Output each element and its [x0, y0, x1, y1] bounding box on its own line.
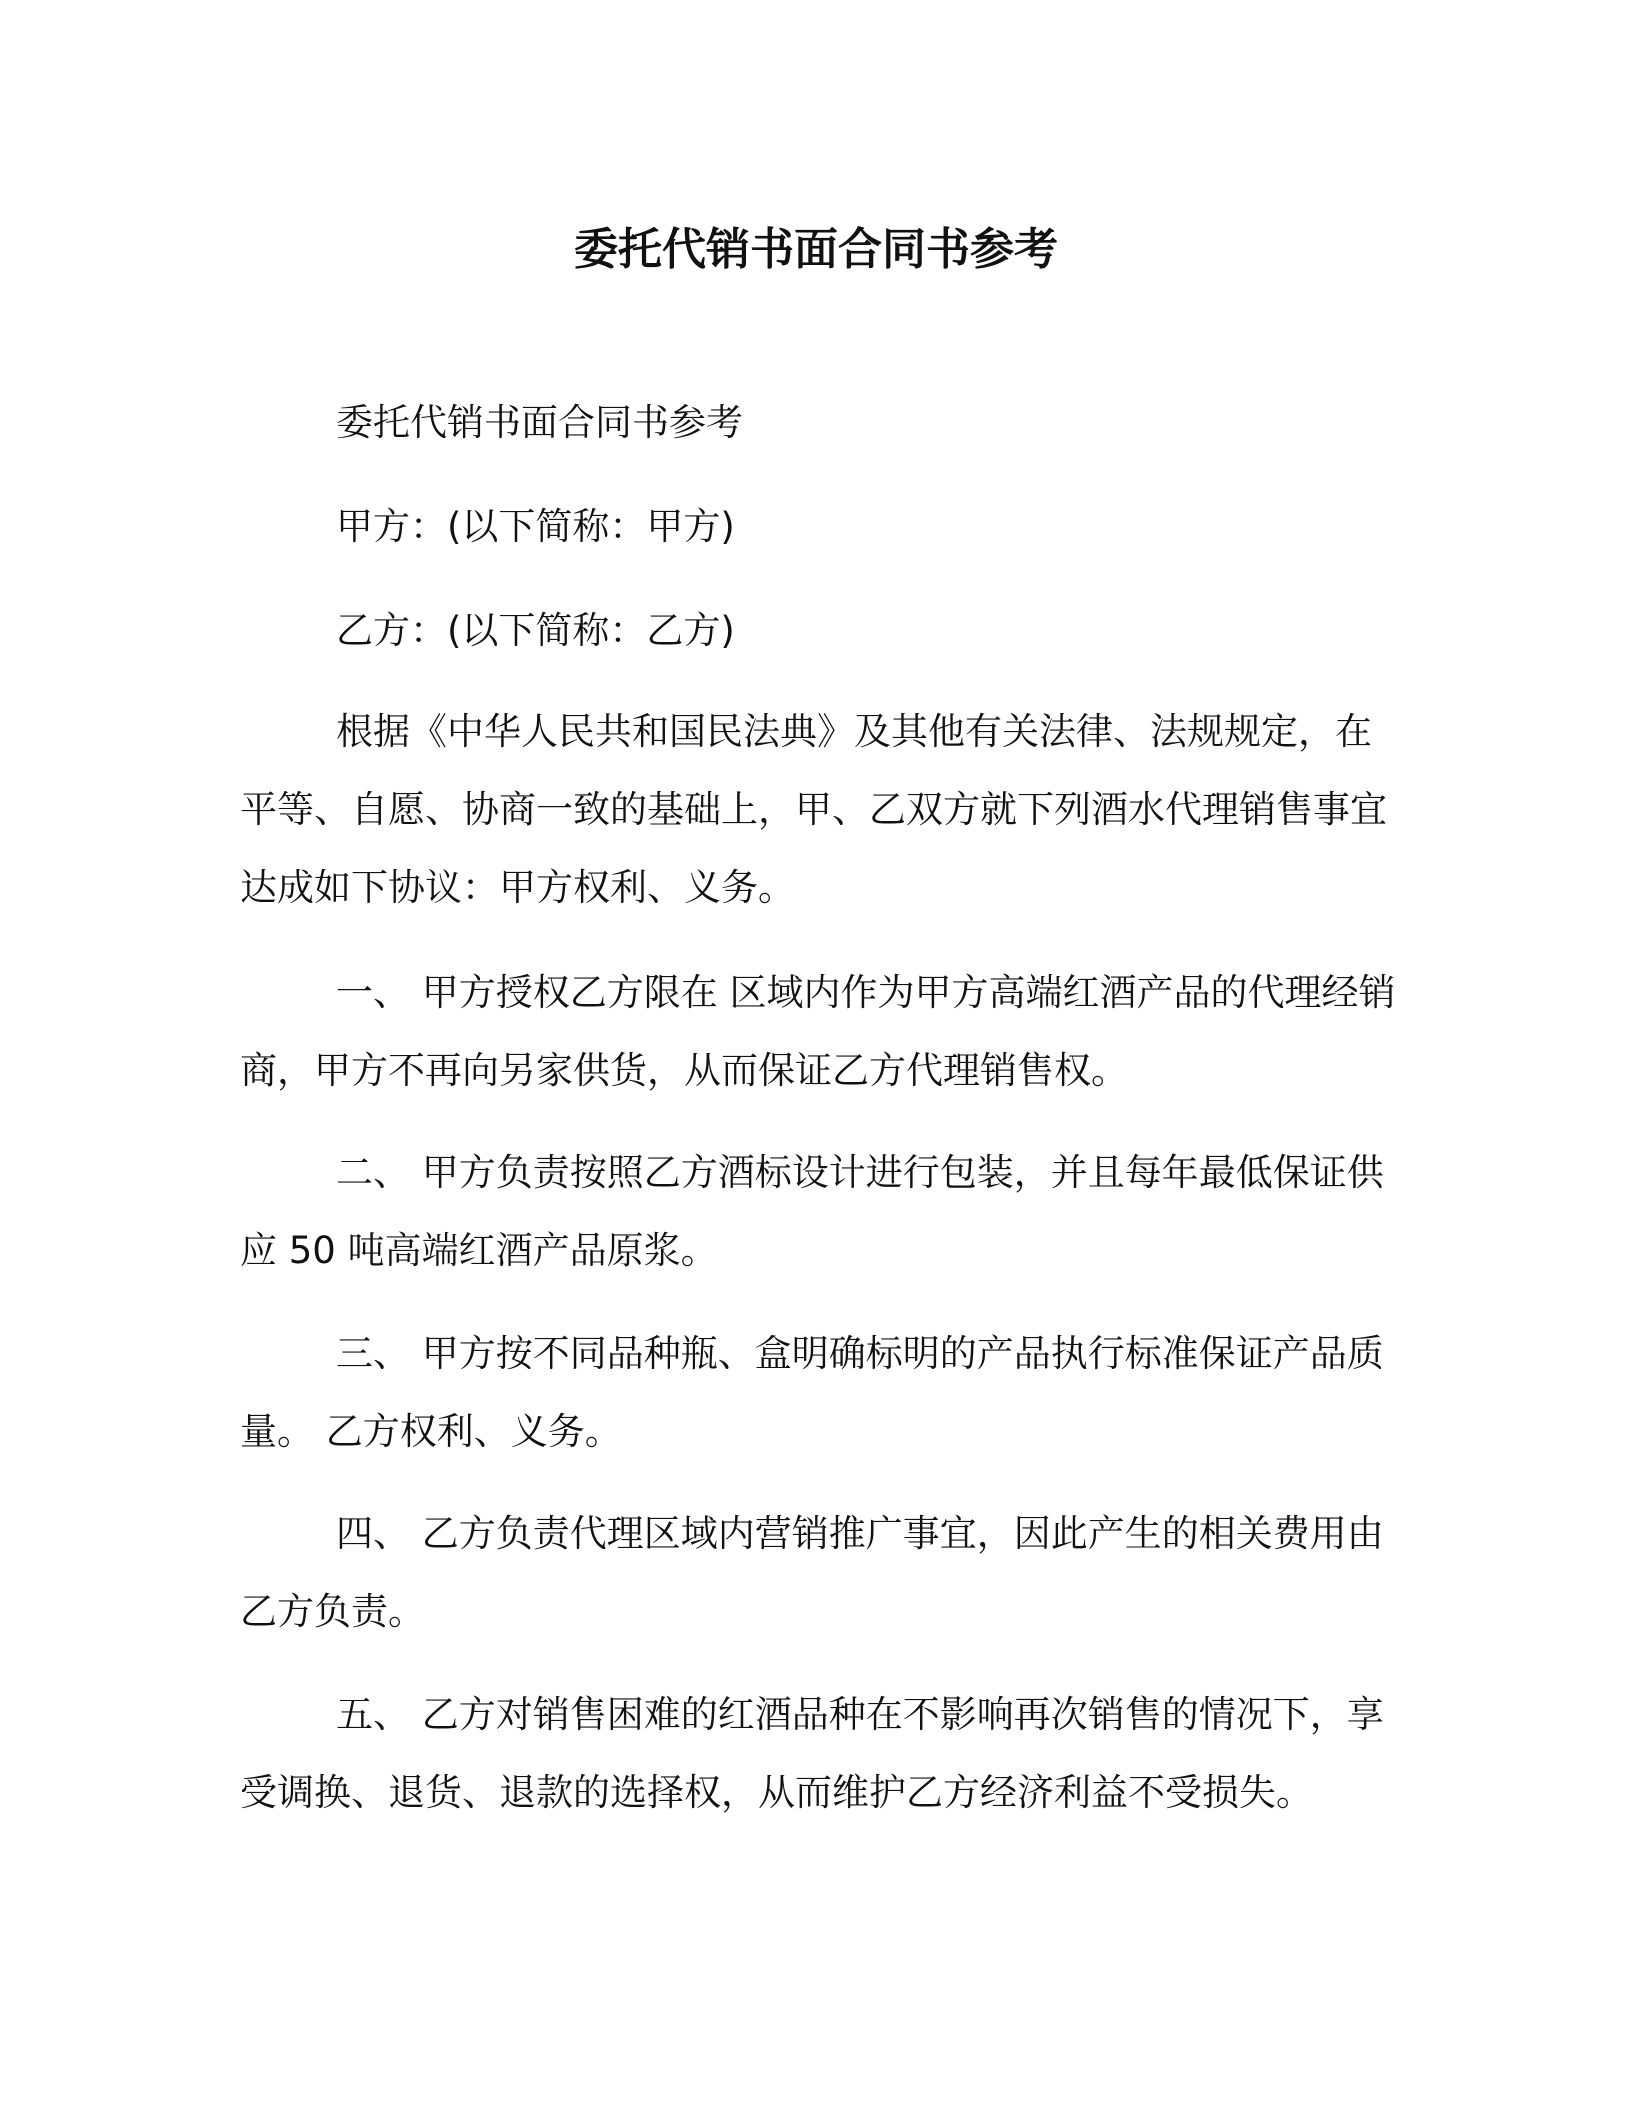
document-title: 委托代销书面合同书参考: [574, 224, 1058, 275]
paragraph-clause-5: 五、 乙方对销售困难的红酒品种在不影响再次销售的情况下，享受调换、退货、退款的选择权，从而维护乙方经济利益不受损失。: [240, 1693, 1384, 1814]
document-subtitle: 委托代销书面合同书参考: [336, 401, 743, 444]
paragraph-clause-1: 一、 甲方授权乙方限在 区域内作为甲方高端红酒产品的代理经销商，甲方不再向另家供货，从而保证乙方代理销售权。: [240, 971, 1396, 1092]
paragraph-clause-2: 二、 甲方负责按照乙方酒标设计进行包装，并且每年最低保证供应 50 吨高端红酒产品原浆。: [240, 1151, 1384, 1272]
paragraph-clause-4: 四、 乙方负责代理区域内营销推广事宜，因此产生的相关费用由乙方负责。: [240, 1512, 1384, 1633]
paragraph-clause-3: 三、 甲方按不同品种瓶、盒明确标明的产品执行标准保证产品质量。 乙方权利、义务。: [240, 1332, 1384, 1453]
party-a-line: 甲方：(以下简称：甲方): [336, 505, 735, 548]
paragraph-preamble: 根据《中华人民共和国民法典》及其他有关法律、法规规定，在平等、自愿、协商一致的基础上，甲、乙双方就下列酒水代理销售事宜达成如下协议：甲方权利、义务。: [240, 710, 1387, 909]
party-b-line: 乙方：(以下简称：乙方): [336, 609, 735, 652]
